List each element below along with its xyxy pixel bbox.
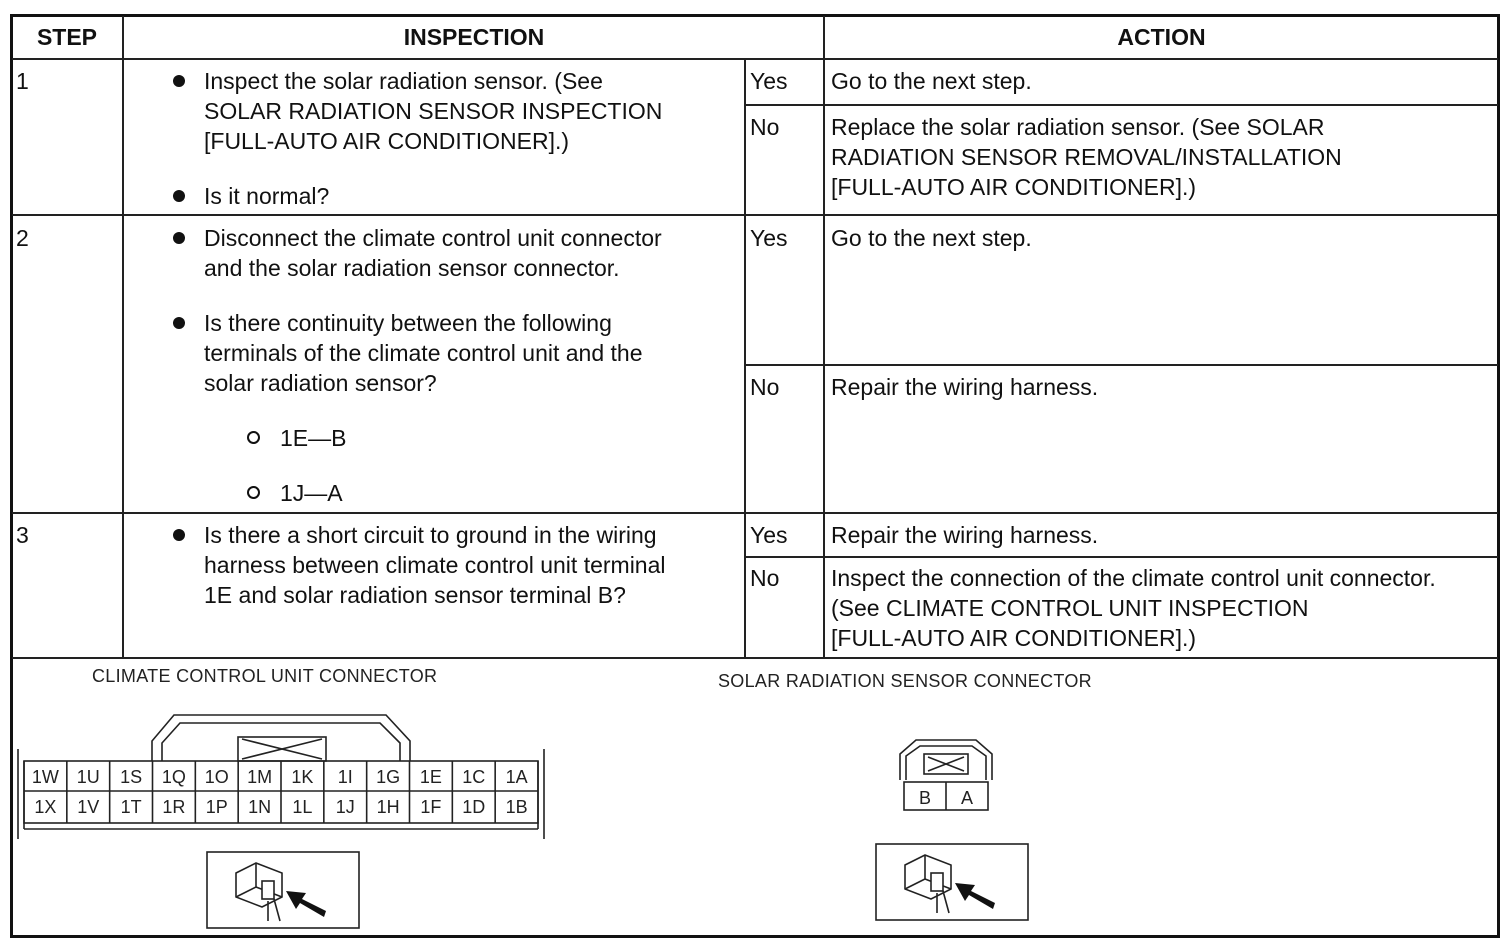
action-text: Go to the next step. xyxy=(831,225,1032,251)
inspection-text: 1E and solar radiation sensor terminal B? xyxy=(204,582,626,608)
answer-yes: Yes xyxy=(750,68,788,94)
climate-pin-top: 1U xyxy=(76,767,100,787)
action-text: RADIATION SENSOR REMOVAL/INSTALLATION xyxy=(831,144,1342,170)
inspection-text: solar radiation sensor? xyxy=(204,370,437,396)
climate-pin-top: 1Q xyxy=(161,767,186,787)
action-text: Repair the wiring harness. xyxy=(831,522,1099,548)
action-text: Go to the next step. xyxy=(831,68,1032,94)
inspection-text: SOLAR RADIATION SENSOR INSPECTION xyxy=(204,98,663,124)
climate-connector-diagram xyxy=(14,705,554,845)
sub-bullet-icon xyxy=(247,486,260,499)
action-text: (See CLIMATE CONTROL UNIT INSPECTION xyxy=(831,595,1309,621)
rule-header xyxy=(12,58,1498,60)
climate-pin-top: 1G xyxy=(376,767,401,787)
climate-pin-top: 1A xyxy=(505,767,528,787)
climate-pin-bottom: 1N xyxy=(248,797,272,817)
inspection-text: Is it normal? xyxy=(204,183,330,209)
inspection-text: Disconnect the climate control unit connector xyxy=(204,225,662,251)
solar-pin-a: A xyxy=(960,788,974,808)
answer-no: No xyxy=(750,565,780,591)
answer-no: No xyxy=(750,374,780,400)
answer-yes: Yes xyxy=(750,522,788,548)
climate-pin-bottom: 1H xyxy=(376,797,400,817)
climate-pin-bottom: 1V xyxy=(77,797,100,817)
header-action: ACTION xyxy=(1117,24,1206,50)
inspection-text: [FULL-AUTO AIR CONDITIONER].) xyxy=(204,128,570,154)
climate-pin-bottom: 1P xyxy=(205,797,228,817)
climate-pin-bottom: 1J xyxy=(335,797,355,817)
inspection-text: harness between climate control unit terminal xyxy=(204,552,666,578)
climate-pin-top: 1S xyxy=(120,767,143,787)
inspection-text: and the solar radiation sensor connector. xyxy=(204,255,620,281)
rule-row2-end xyxy=(12,512,1498,514)
sub-bullet-icon xyxy=(247,431,260,444)
answer-no: No xyxy=(750,114,780,140)
step-number: 3 xyxy=(16,522,29,548)
bullet-icon xyxy=(173,232,185,244)
rule-row1-end xyxy=(12,214,1498,216)
header-step: STEP xyxy=(36,24,98,50)
climate-pin-bottom: 1X xyxy=(34,797,57,817)
climate-pin-bottom: 1L xyxy=(292,797,313,817)
col-answer-divider xyxy=(744,58,746,658)
climate-pin-top: 1M xyxy=(247,767,273,787)
inspection-text: terminals of the climate control unit and the xyxy=(204,340,643,366)
rule-row1-split xyxy=(744,104,1498,106)
climate-pin-top: 1E xyxy=(419,767,442,787)
action-text: [FULL-AUTO AIR CONDITIONER].) xyxy=(831,174,1197,200)
inspection-text: Is there continuity between the following xyxy=(204,310,612,336)
climate-pin-top: 1K xyxy=(291,767,314,787)
connector-view-icon xyxy=(206,851,360,929)
solar-connector-diagram xyxy=(894,736,998,816)
action-text: [FULL-AUTO AIR CONDITIONER].) xyxy=(831,625,1197,651)
col-step-divider xyxy=(122,16,124,658)
climate-pin-top: 1C xyxy=(462,767,486,787)
solar-connector-label: SOLAR RADIATION SENSOR CONNECTOR xyxy=(718,671,1092,691)
climate-pin-top: 1I xyxy=(337,767,353,787)
climate-pin-bottom: 1F xyxy=(420,797,442,817)
action-text: Inspect the connection of the climate control unit connector. xyxy=(831,565,1436,591)
climate-connector-label: CLIMATE CONTROL UNIT CONNECTOR xyxy=(92,666,438,686)
rule-row3-split xyxy=(744,556,1498,558)
bullet-icon xyxy=(173,529,185,541)
col-inspection-divider xyxy=(823,16,825,658)
inspection-text: Is there a short circuit to ground in the wiring xyxy=(204,522,657,548)
terminal-pair: 1J—A xyxy=(280,480,343,506)
terminal-pair: 1E—B xyxy=(280,425,347,451)
bullet-icon xyxy=(173,190,185,202)
inspection-text: Inspect the solar radiation sensor. (See xyxy=(204,68,603,94)
rule-row2-split xyxy=(744,364,1498,366)
climate-pin-top: 1W xyxy=(31,767,59,787)
connector-view-icon xyxy=(875,843,1029,921)
step-number: 1 xyxy=(16,68,29,94)
header-inspection: INSPECTION xyxy=(403,24,545,50)
bullet-icon xyxy=(173,75,185,87)
action-text: Repair the wiring harness. xyxy=(831,374,1099,400)
action-text: Replace the solar radiation sensor. (See SOLAR xyxy=(831,114,1325,140)
answer-yes: Yes xyxy=(750,225,788,251)
climate-pin-bottom: 1D xyxy=(462,797,486,817)
climate-pin-top: 1O xyxy=(204,767,229,787)
bullet-icon xyxy=(173,317,185,329)
climate-pin-bottom: 1T xyxy=(120,797,142,817)
climate-pin-bottom: 1R xyxy=(162,797,186,817)
step-number: 2 xyxy=(16,225,29,251)
rule-table-end xyxy=(12,657,1498,659)
climate-pin-bottom: 1B xyxy=(505,797,528,817)
solar-pin-b: B xyxy=(918,788,932,808)
